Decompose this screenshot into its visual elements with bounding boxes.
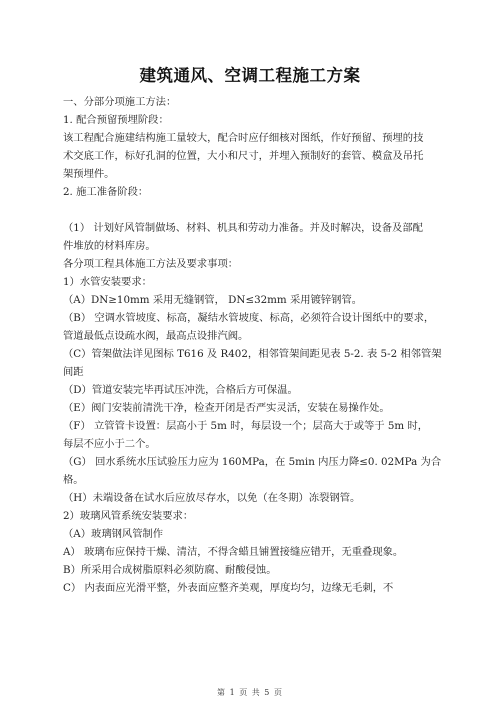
text-line: （H）未端设备在试水后应放尽存水，以免（在冬期）冻裂钢管。 bbox=[63, 492, 361, 504]
text-line: （C）管架做法详见图标 T616 及 R402，相邻管架间距见表 5-2. 表 5-2 相邻管架 bbox=[63, 348, 442, 360]
text-line: 件堆放的材料库房。 bbox=[63, 240, 156, 252]
text-line: （F） 立管管卡设置：层高小于 5m 时，每层设一个；层高大于或等于 5m 时， bbox=[63, 420, 429, 432]
text-line: 每层不应小于二个。 bbox=[63, 438, 156, 450]
text-line: 2）玻璃风管系统安装要求： bbox=[63, 510, 194, 522]
text-line: （A）玻璃钢风管制作 bbox=[63, 528, 164, 540]
text-line: A） 玻璃布应保持干燥、清洁，不得含蜡且铺置接缝应错开，无重叠现象。 bbox=[63, 546, 404, 558]
page-footer: 第 1 页 共 5 页 bbox=[217, 688, 283, 697]
text-line: （D）管道安装完毕再试压冲洗，合格后方可保温。 bbox=[63, 384, 298, 396]
text-line: B）所采用合成树脂原料必须防腐、耐酸侵蚀。 bbox=[63, 564, 277, 576]
text-line: （1） 计划好风管制做场、材料、机具和劳动力准备。并及时解决，设备及部配 bbox=[63, 222, 423, 234]
document-title: 建筑通风、空调工程施工方案 bbox=[139, 66, 361, 85]
text-line: 该工程配合施建结构施工量较大，配合时应仔细核对图纸，作好预留、预埋的技 bbox=[63, 132, 424, 144]
text-line: 各分项工程具体施工方法及要求事项： bbox=[63, 258, 239, 270]
text-line: C） 内表面应光滑平整，外表面应整齐美观，厚度均匀，边缘无毛刺，不 bbox=[63, 582, 394, 594]
text-line: 架预埋件。 bbox=[63, 168, 115, 180]
text-line: 一、分部分项施工方法： bbox=[63, 96, 177, 108]
text-line: 间距 bbox=[63, 366, 84, 378]
text-line: （E）阀门安装前清洗干净，检查开闭是否严实灵活，安装在易操作处。 bbox=[63, 402, 390, 414]
text-line: （B） 空调水管坡度、标高，凝结水管坡度、标高，必须符合设计图纸中的要求， bbox=[63, 312, 435, 324]
text-line: 1. 配合预留预埋阶段： bbox=[63, 114, 169, 126]
text-line: 管道最低点设疏水阀，最高点设排汽阀。 bbox=[63, 330, 249, 342]
text-line: 格。 bbox=[63, 474, 84, 486]
text-line: 1）水管安装要求： bbox=[63, 276, 152, 288]
text-line: （A）DN≥10mm 采用无缝钢管， DN≤32mm 采用镀锌钢管。 bbox=[63, 294, 363, 306]
text-line: 术交底工作，标好孔洞的位置，大小和尺寸，并埋入预制好的套管、模盒及吊托 bbox=[63, 150, 424, 162]
text-line: （G） 回水系统水压试验压力应为 160MPa，在 5min 内压力降≤0. 02MPa 为合 bbox=[63, 456, 442, 468]
text-line: 2. 施工准备阶段： bbox=[63, 186, 149, 198]
